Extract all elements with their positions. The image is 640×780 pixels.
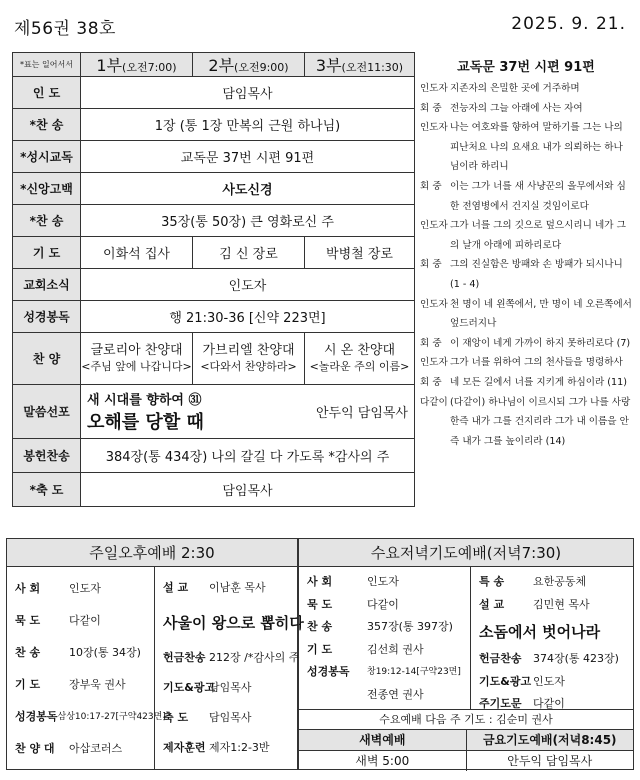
next-week-prayer: 수요예배 다음 주 기도 : 김순미 권사 [299, 709, 633, 729]
schedule-item [15, 605, 154, 637]
schedule-item [307, 616, 470, 639]
psalm-speaker: 회 중 [420, 376, 442, 388]
schedule-role: 제자훈련 [163, 741, 206, 754]
prayer-1: 이화석 집사 [81, 237, 193, 269]
sermon-cell [81, 389, 414, 434]
psalm-line [420, 334, 632, 354]
psalm-line [420, 99, 632, 119]
friday-title: 금요기도예배(저녁8:45) [466, 730, 634, 750]
bulletin-date: 2025. 9. 21. [511, 14, 626, 34]
service-3: 3부(오전11:30) [305, 53, 415, 77]
schedule-value: 인도자 [69, 582, 101, 595]
schedule-role: 기 도 [307, 642, 333, 656]
schedule-value: 창19:12-14[구약23면] [367, 667, 461, 677]
schedule-item [307, 684, 470, 707]
benediction-value: 담임목사 [81, 473, 415, 507]
row-news: 교회소식 인도자 [13, 269, 415, 301]
schedule-value: 10장(통 34장) [69, 646, 141, 659]
psalm-text: 네 모든 길에서 너를 지키게 하심이라 (11) [450, 376, 628, 388]
row-hymn1: *찬 송 1장 (통 1장 만복의 근원 하나님) [13, 109, 415, 141]
schedule-role: 특 송 [479, 575, 505, 588]
prayer-3: 박병철 장로 [305, 237, 415, 269]
schedule-item [163, 643, 304, 673]
sermon-series: 새 시대를 향하여 ㉛ [87, 393, 202, 408]
schedule-item [163, 703, 304, 733]
schedule-value: 다같이 [367, 597, 399, 611]
schedule-role: 축 도 [163, 711, 189, 724]
psalm-line [420, 373, 632, 393]
schedule-value: 요한공동체 [533, 575, 587, 588]
schedule-value: 소돔에서 벗어나라 [479, 623, 601, 641]
psalm-line [420, 118, 632, 177]
psalm-line [420, 353, 632, 373]
schedule-role: 성경봉독 [15, 710, 58, 723]
psalm-text: 그가 너를 그의 깃으로 덮으시리니 네가 그의 날개 아래에 피하리로다 [450, 220, 626, 251]
row-choir: 찬 양 글로리아 찬양대 <주님 앞에 나갑니다> 가브리엘 찬양대 <다와서 찬양하라> 시 온 찬양대 <놀라운 주의 이름> [13, 333, 415, 385]
schedule-value: 아삽코러스 [69, 742, 123, 755]
sunday-afternoon-title: 주일오후예배 2:30 [7, 539, 297, 567]
friday-leader: 안두익 담임목사 [466, 751, 634, 771]
schedule-item [163, 603, 304, 643]
schedule-value: 374장(통 423장) [533, 652, 619, 665]
schedule-item [479, 616, 633, 648]
schedule-item [307, 571, 470, 594]
psalm-title: 교독문 37번 시편 91편 [457, 60, 595, 75]
schedule-role: 헌금찬송 [163, 651, 206, 664]
scripture-value: 행 21:30-36 [신약 223면] [81, 301, 415, 333]
psalm-text: 이 재앙이 네게 가까이 하지 못하리로다 (7) [450, 337, 631, 349]
schedule-item [307, 639, 470, 662]
schedule-role: 찬 송 [15, 646, 41, 659]
psalm-speaker: 다같이 [420, 396, 448, 408]
hymn2-value: 35장(통 50장) 큰 영화로신 주 [81, 205, 415, 237]
schedule-value: 사울이 왕으로 뽑히다 [163, 614, 304, 632]
psalm-speaker: 회 중 [420, 337, 442, 349]
schedule-role: 헌금찬송 [479, 652, 522, 665]
schedule-item [479, 594, 633, 617]
psalm-speaker: 인도자 [420, 298, 448, 310]
offering-value: 384장(통 434장) 나의 갈길 다 가도록 *감사의 주 [81, 439, 415, 473]
dawn-time: 새벽 5:00 [355, 754, 410, 768]
choir-2: 가브리엘 찬양대 <다와서 찬양하라> [193, 333, 305, 385]
schedule-value: 장부욱 권사 [69, 678, 126, 691]
schedule-value: 이남훈 목사 [209, 581, 266, 594]
bulletin-volume: 제56권 38호 [14, 19, 116, 39]
invocation-value: 담임목사 [81, 77, 415, 109]
dawn-title: 새벽예배 [359, 733, 406, 747]
row-scripture: 성경봉독 행 21:30-36 [신약 223면] [13, 301, 415, 333]
schedule-item [479, 571, 633, 594]
psalm-text: 천 명이 네 왼쪽에서, 만 명이 네 오른쪽에서 엎드러지나 [450, 298, 632, 330]
responsive-reading [420, 56, 632, 451]
worship-order-table [12, 52, 415, 507]
choir-1: 글로리아 찬양대 <주님 앞에 나갑니다> [81, 333, 193, 385]
row-creed: *신앙고백 사도신경 [13, 173, 415, 205]
row-offering: 봉헌찬송 384장(통 434장) 나의 갈길 다 가도록 *감사의 주 [13, 439, 415, 473]
schedule-item [479, 648, 633, 671]
row-hymn2: *찬 송 35장(통 50장) 큰 영화로신 주 [13, 205, 415, 237]
psalm-line [420, 393, 632, 452]
row-sermon: 말씀선포 새 시대를 향하여 ㉛ 오해를 당할 때 안두익 담임목사 [13, 385, 415, 439]
schedule-role: 주기도문 [479, 697, 522, 710]
schedule-value: 삼상10:17-27[구약423면] [57, 712, 166, 722]
schedule-item [163, 573, 304, 603]
psalm-text: 지존자의 은밀한 곳에 거주하며 [450, 83, 580, 94]
schedule-role: 묵 도 [307, 597, 333, 611]
sunday-afternoon-box [6, 538, 304, 770]
wednesday-box [298, 538, 634, 770]
schedule-value: 전종연 권사 [367, 687, 424, 701]
schedule-item [163, 733, 304, 763]
psalm-text: 나는 여호와를 향하여 말하기를 그는 나의 피난처요 나의 요새요 내가 의뢰하는 하나님이라 하리니 [450, 122, 623, 173]
schedule-item [163, 673, 304, 703]
row-responsive-reading: *성시교독 교독문 37번 시편 91편 [13, 141, 415, 173]
sermon-title: 오해를 당할 때 [87, 412, 204, 433]
schedule-item [15, 701, 166, 733]
psalm-text: 이는 그가 너를 새 사냥꾼의 올무에서와 심한 전염병에서 건지실 것임이로다 [450, 180, 626, 212]
creed-value: 사도신경 [81, 173, 415, 205]
psalm-speaker: 인도자 [420, 83, 448, 94]
psalm-text: 그가 너를 위하여 그의 천사들을 명령하사 [450, 357, 623, 369]
schedule-item [15, 637, 154, 669]
schedule-item [479, 671, 633, 694]
service-1: 1부(오전7:00) [81, 53, 193, 77]
schedule-role: 기 도 [15, 678, 41, 691]
news-value: 인도자 [81, 269, 415, 301]
schedule-item [15, 669, 154, 701]
psalm-text: (다같이) 하나님이 이르시되 그가 나를 사랑한즉 내가 그를 건지리라 그가 내 이름을 안즉 내가 그를 높이리라 (14) [450, 396, 631, 447]
psalm-speaker: 인도자 [420, 122, 448, 134]
service-times-row [13, 53, 415, 77]
psalm-line [420, 79, 632, 99]
schedule-item [15, 573, 154, 605]
schedule-role: 설 교 [163, 581, 189, 594]
schedule-value: 김선희 권사 [367, 642, 424, 656]
schedule-item [15, 733, 154, 765]
psalm-speaker: 회 중 [420, 259, 442, 271]
psalm-line [420, 177, 632, 216]
row-benediction: *축 도 담임목사 [13, 473, 415, 507]
schedule-item [307, 594, 470, 617]
row-invocation: 인 도 담임목사 [13, 77, 415, 109]
schedule-value: 담임목사 [209, 681, 252, 694]
sermon-preacher: 안두익 담임목사 [315, 406, 408, 421]
psalm-speaker: 인도자 [420, 357, 448, 369]
psalm-line [420, 216, 632, 255]
wednesday-title: 수요저녁기도예배(저녁7:30) [299, 539, 633, 567]
psalm-text: 그의 진실함은 방패와 손 방패가 되시나니 (1 - 4) [450, 259, 623, 290]
psalm-line [420, 255, 632, 294]
schedule-item [307, 661, 470, 684]
schedule-value: 김민현 목사 [533, 597, 590, 611]
schedule-role: 묵 도 [15, 614, 41, 627]
psalm-speaker: 회 중 [420, 180, 442, 192]
psalm-text: 전능자의 그늘 아래에 사는 자여 [450, 102, 583, 114]
choir-3: 시 온 찬양대 <놀라운 주의 이름> [305, 333, 415, 385]
schedule-role: 기도&광고 [163, 681, 216, 694]
psalm-speaker: 인도자 [420, 220, 448, 232]
schedule-value: 다같이 [69, 614, 101, 627]
service-2: 2부(오전9:00) [193, 53, 305, 77]
schedule-value: 인도자 [533, 674, 565, 688]
schedule-role: 찬 양 대 [15, 742, 55, 755]
schedule-value: 357장(통 397장) [367, 620, 453, 633]
reading-value: 교독문 37번 시편 91편 [81, 141, 415, 173]
schedule-role: 설 교 [479, 597, 505, 611]
prayer-2: 김 신 장로 [193, 237, 305, 269]
schedule-role: 기도&광고 [479, 674, 532, 688]
psalm-speaker: 회 중 [420, 102, 442, 114]
schedule-value: 다같이 [533, 697, 565, 710]
schedule-role: 사 회 [15, 582, 41, 595]
standing-note: *표는 일어서서 [13, 53, 81, 77]
schedule-value: 담임목사 [209, 711, 252, 724]
row-prayer: 기 도 이화석 집사 김 신 장로 박병철 장로 [13, 237, 415, 269]
hymn1-value: 1장 (통 1장 만복의 근원 하나님) [81, 109, 415, 141]
psalm-line [420, 295, 632, 334]
schedule-role: 사 회 [307, 575, 333, 588]
schedule-role: 성경봉독 [307, 665, 350, 678]
schedule-value: 212장 /*감사의 주 [209, 651, 300, 664]
schedule-role: 찬 송 [307, 620, 333, 633]
schedule-value: 제자1:2-3반 [209, 741, 270, 754]
schedule-value: 인도자 [367, 575, 399, 588]
